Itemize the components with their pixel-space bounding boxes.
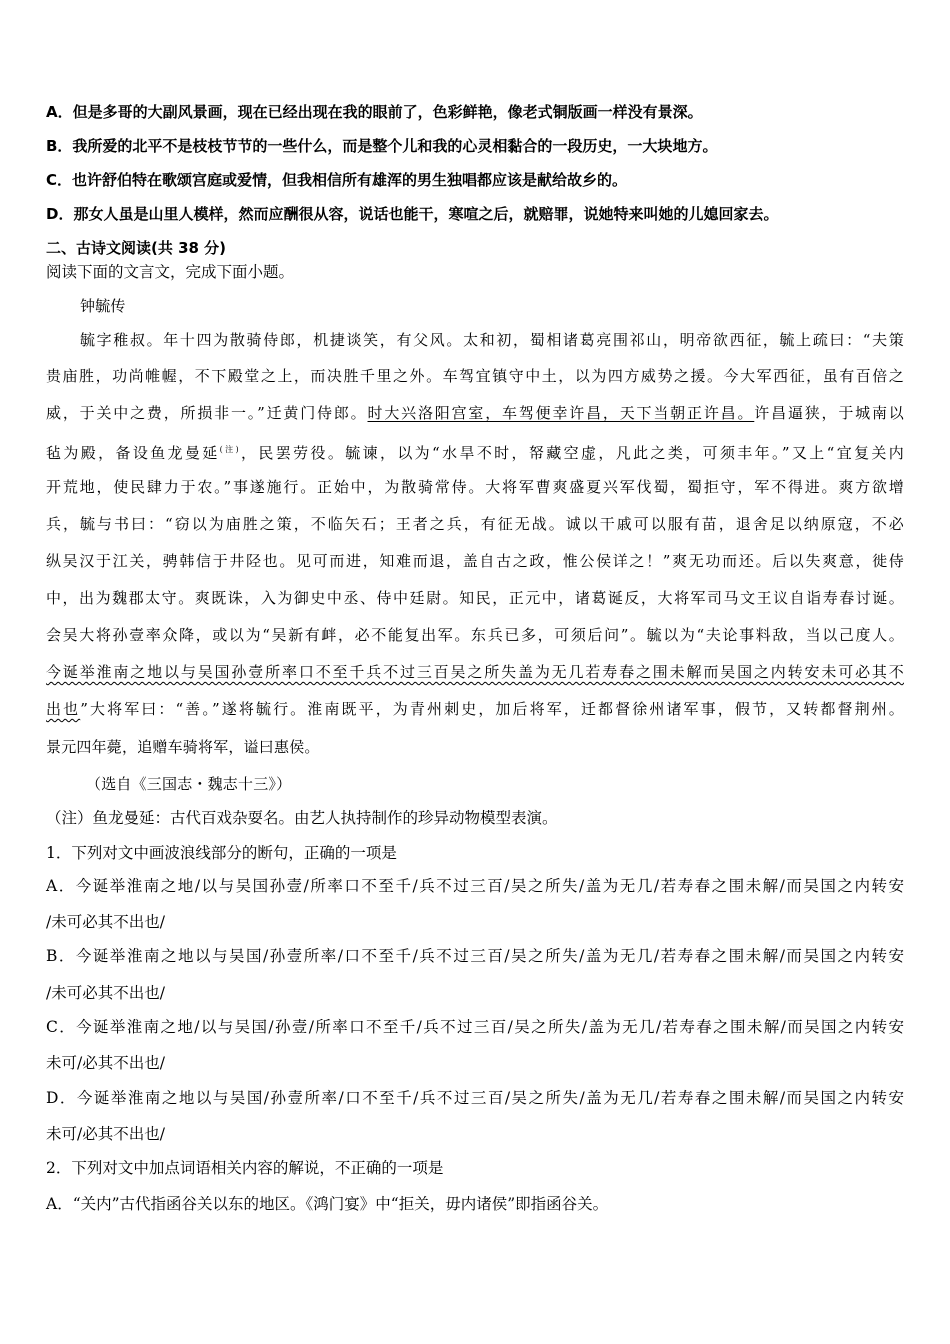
passage-line: 毡为殿，备设鱼龙曼延$^{(注)}$，民罢劳役。毓谏，以为“水旱不时，帑藏空虚，凡此之类，可须丰年。”又上“宜复关内 — [46, 444, 905, 462]
q1-option-c-cont: 未可/必其不出也/ — [46, 1054, 165, 1072]
q1-option-b-cont: /未可必其不出也/ — [46, 984, 165, 1002]
passage-line: 纵吴汉于江关，骋韩信于井陉也。见可而进，知难而退，盖自古之政，惟公侯详之！”爽无功而还。后以失爽意，徙侍 — [46, 552, 904, 570]
passage-line: 出也”大将军曰：“善。”遂将毓行。淮南既平，为青州刺史，加后将军，迁都督徐州诸军事，假节，又转都督荆州。 — [46, 700, 905, 718]
q2-option-a: A．“关内”古代指函谷关以东的地区。《鸿门宴》中“拒关，毋内诸侯”即指函谷关。 — [46, 1195, 609, 1213]
passage-source: （选自《三国志・魏志十三》） — [86, 775, 292, 793]
q1-option-d-cont: 未可/必其不出也/ — [46, 1125, 165, 1143]
q1-option-c: C．今诞举淮南之地/以与吴国/孙壹/所率口不至千/兵不过三百/吴之所失/盖为无几/若寿春之围未解/而吴国之内转安 — [46, 1018, 904, 1036]
question-1-stem: 1．下列对文中画波浪线部分的断句，正确的一项是 — [46, 844, 397, 862]
footnote: （注）鱼龙曼延：古代百戏杂耍名。由艺人执持制作的珍异动物模型表演。 — [46, 809, 558, 827]
passage-line: 兵，毓与书曰：“窃以为庙胜之策，不临矢石；王者之兵，有征无战。诚以干戚可以服有苗，退舍足以纳原寇，不必 — [46, 515, 904, 533]
underlined-sentence: 时大兴洛阳宫室，车驾便幸许昌，天下当朝正许昌。 — [367, 404, 755, 422]
q1-option-d: D．今诞举淮南之地以与吴国/孙壹所率/口不至千/兵不过三百/吴之所失/盖为无几/若寿春之围未解/而吴国之内转安 — [46, 1089, 904, 1107]
section-title: 二、古诗文阅读(共 38 分) — [46, 239, 227, 257]
option-d-prev: D．那女人虽是山里人模样，然而应酬很从容，说话也能干，寒喧之后，就赔罪，说她特来叫她的儿媳回家去。 — [46, 205, 779, 223]
passage-line: 景元四年薨，追赠车骑将军，谥曰惠侯。 — [46, 738, 320, 756]
wavy-line-end: 出也 — [46, 700, 81, 718]
wavy-line-sentence: 今诞举淮南之地以与吴国孙壹所率口不至千兵不过三百吴之所失盖为无几若寿春之围未解而吴国之内转安未可必其不 — [46, 663, 904, 681]
q1-option-b: B．今诞举淮南之地以与吴国/孙壹所率/口不至千/兵不过三百/吴之所失/盖为无几/若寿春之围未解/而吴国之内转安 — [46, 947, 904, 965]
option-b-prev: B．我所爱的北平不是枝枝节节的一些什么，而是整个儿和我的心灵相黏合的一段历史，一大块地方。 — [46, 137, 718, 155]
instruction: 阅读下面的文言文，完成下面小题。 — [46, 263, 295, 281]
passage-line: 威，于关中之费，所损非一。”迁黄门侍郎。时大兴洛阳宫室，车驾便幸许昌，天下当朝正许昌。许昌逼狭，于城南以 — [46, 404, 905, 422]
passage-title: 钟毓传 — [80, 297, 126, 315]
q1-option-a-cont: /未可必其不出也/ — [46, 913, 165, 931]
passage-line: 会吴大将孙壹率众降，或以为“吴新有衅，必不能复出军。东兵已多，可须后问”。毓以为“夫论事料敌，当以己度人。 — [46, 626, 904, 644]
q1-option-a: A．今诞举淮南之地/以与吴国孙壹/所率口不至千/兵不过三百/吴之所失/盖为无几/若寿春之围未解/而吴国之内转安 — [46, 877, 904, 895]
question-2-stem: 2．下列对文中加点词语相关内容的解说，不正确的一项是 — [46, 1159, 444, 1177]
option-c-prev: C．也许舒伯特在歌颂宫庭或爱情，但我相信所有雄浑的男生独唱都应该是献给故乡的。 — [46, 171, 628, 189]
passage-line: 中，出为魏郡太守。爽既诛，入为御史中丞、侍中廷尉。知民，正元中，诸葛诞反，大将军司马文王议自诣寿春讨诞。 — [46, 589, 904, 607]
passage-line: 贵庙胜，功尚帷幄，不下殿堂之上，而决胜千里之外。车驾宜镇守中土，以为四方威势之援。今大军西征，虽有百倍之 — [46, 367, 904, 385]
option-a-prev: A．但是多哥的大副风景画，现在已经出现在我的眼前了，色彩鲜艳，像老式铜版画一样没有景深。 — [46, 103, 703, 121]
footnote-marker: (注) — [219, 445, 239, 454]
passage-line: 毓字稚叔。年十四为散骑侍郎，机捷谈笑，有父风。太和初，蜀相诸葛亮围祁山，明帝欲西征，毓上疏曰：“夫策 — [80, 331, 904, 349]
passage-line: 开荒地，使民肆力于农。”事遂施行。正始中，为散骑常侍。大将军曹爽盛夏兴军伐蜀，蜀拒守，军不得进。爽方欲增 — [46, 478, 904, 496]
